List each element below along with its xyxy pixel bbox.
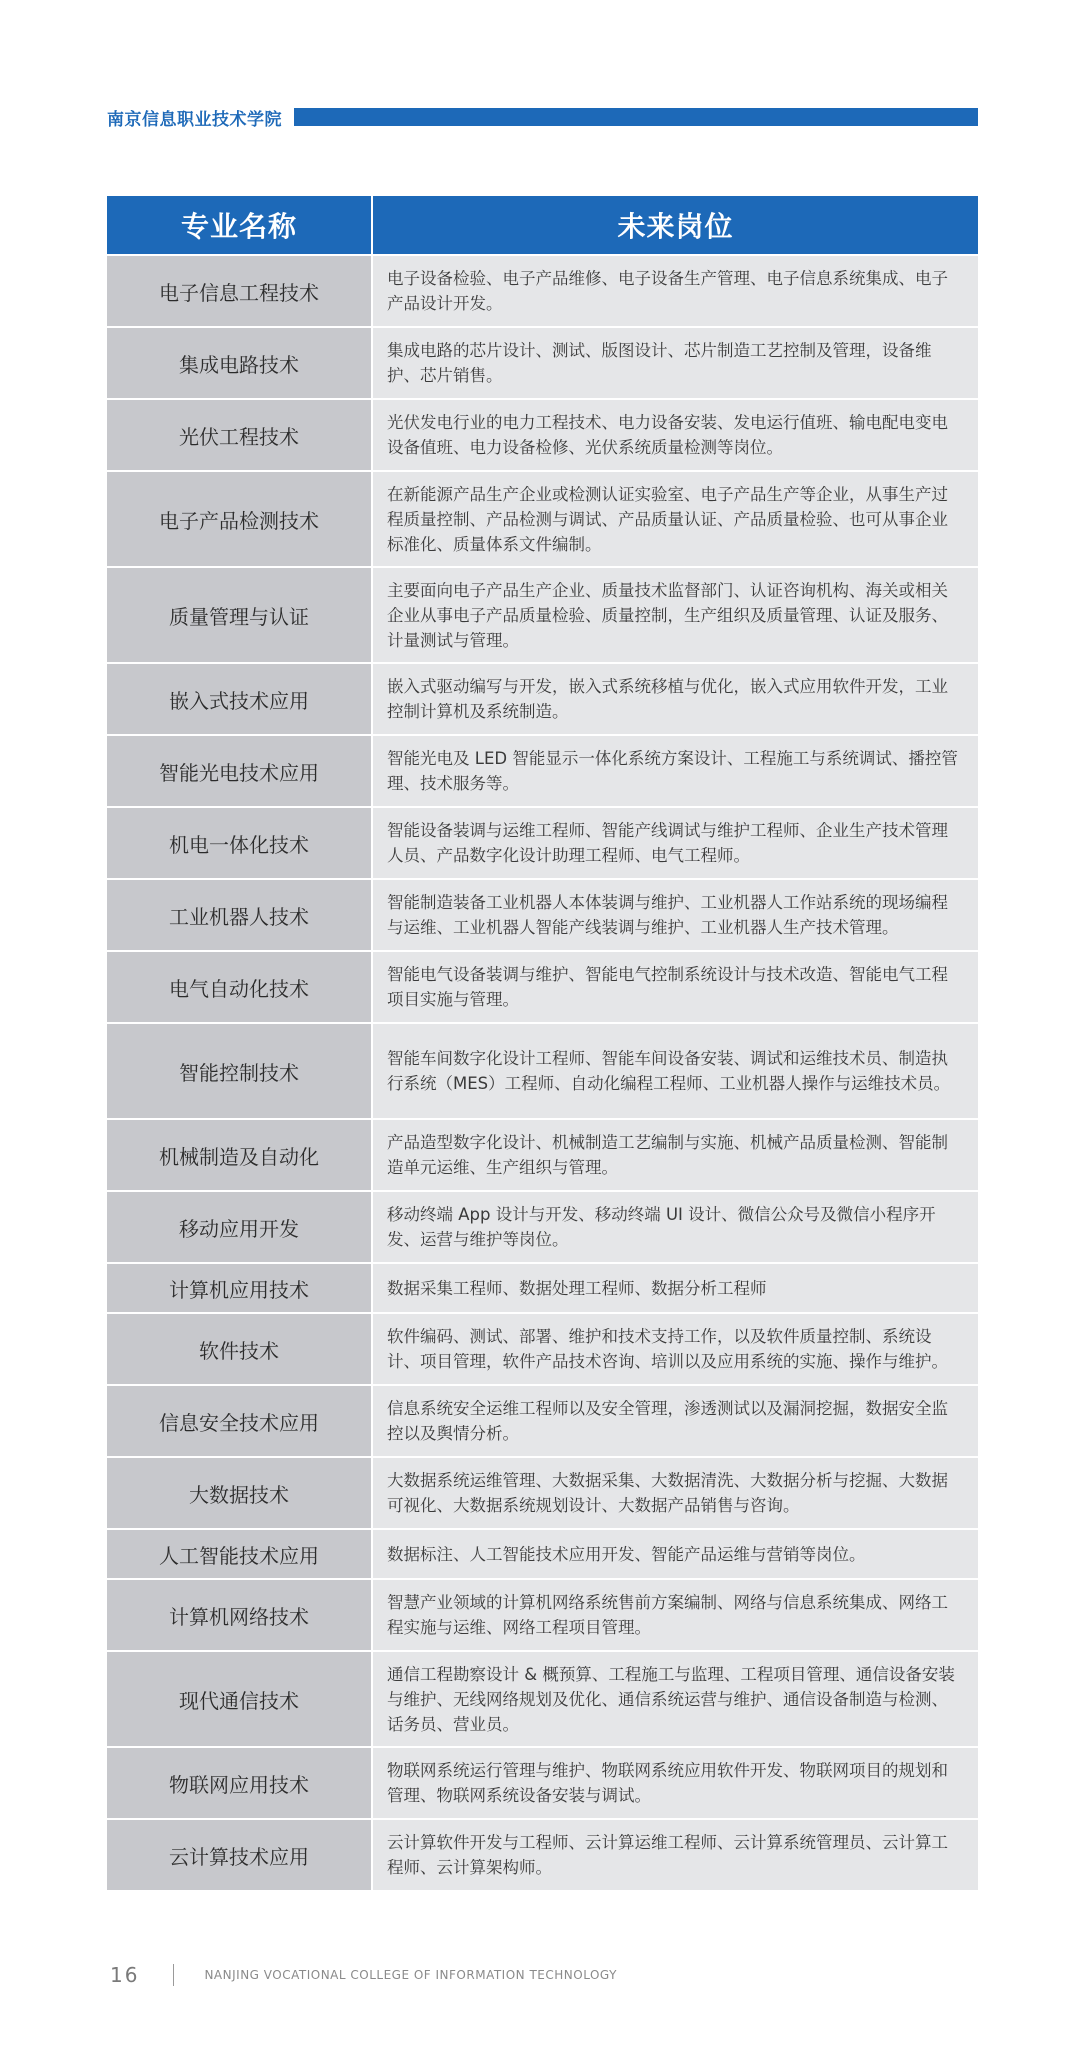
major-name-cell: 智能控制技术: [107, 1024, 373, 1118]
future-jobs-cell: 信息系统安全运维工程师以及安全管理，渗透测试以及漏洞挖掘，数据安全监控以及舆情分析。: [373, 1386, 978, 1456]
major-name-cell: 电子信息工程技术: [107, 256, 373, 326]
major-name-cell: 计算机网络技术: [107, 1580, 373, 1650]
future-jobs-cell: 集成电路的芯片设计、测试、版图设计、芯片制造工艺控制及管理，设备维护、芯片销售。: [373, 328, 978, 398]
major-name-cell: 质量管理与认证: [107, 568, 373, 662]
major-name-cell: 信息安全技术应用: [107, 1386, 373, 1456]
major-name-cell: 云计算技术应用: [107, 1820, 373, 1890]
future-jobs-cell: 物联网系统运行管理与维护、物联网系统应用软件开发、物联网项目的规划和管理、物联网系统设备安装与调试。: [373, 1748, 978, 1818]
future-jobs-cell: 数据采集工程师、数据处理工程师、数据分析工程师: [373, 1264, 978, 1312]
major-name-cell: 工业机器人技术: [107, 880, 373, 950]
column-header-future-jobs: 未来岗位: [373, 196, 978, 254]
major-name-cell: 智能光电技术应用: [107, 736, 373, 806]
future-jobs-cell: 光伏发电行业的电力工程技术、电力设备安装、发电运行值班、输电配电变电设备值班、电力设备检修、光伏系统质量检测等岗位。: [373, 400, 978, 470]
major-name-cell: 软件技术: [107, 1314, 373, 1384]
major-name-cell: 集成电路技术: [107, 328, 373, 398]
future-jobs-cell: 智慧产业领域的计算机网络系统售前方案编制、网络与信息系统集成、网络工程实施与运维、网络工程项目管理。: [373, 1580, 978, 1650]
header-accent-bar: [294, 108, 978, 126]
major-name-cell: 人工智能技术应用: [107, 1530, 373, 1578]
future-jobs-cell: 智能电气设备装调与维护、智能电气控制系统设计与技术改造、智能电气工程项目实施与管理。: [373, 952, 978, 1022]
major-name-cell: 电子产品检测技术: [107, 472, 373, 566]
future-jobs-cell: 嵌入式驱动编写与开发，嵌入式系统移植与优化，嵌入式应用软件开发，工业控制计算机及系统制造。: [373, 664, 978, 734]
page-footer: [110, 1960, 617, 1990]
future-jobs-cell: 软件编码、测试、部署、维护和技术支持工作，以及软件质量控制、系统设计、项目管理，软件产品技术咨询、培训以及应用系统的实施、操作与维护。: [373, 1314, 978, 1384]
major-name-cell: 机械制造及自动化: [107, 1120, 373, 1190]
major-name-cell: 现代通信技术: [107, 1652, 373, 1746]
future-jobs-cell: 主要面向电子产品生产企业、质量技术监督部门、认证咨询机构、海关或相关企业从事电子产品质量检验、质量控制，生产组织及质量管理、认证及服务、计量测试与管理。: [373, 568, 978, 662]
future-jobs-cell: 智能设备装调与运维工程师、智能产线调试与维护工程师、企业生产技术管理人员、产品数字化设计助理工程师、电气工程师。: [373, 808, 978, 878]
major-name-cell: 物联网应用技术: [107, 1748, 373, 1818]
future-jobs-cell: 智能制造装备工业机器人本体装调与维护、工业机器人工作站系统的现场编程与运维、工业机器人智能产线装调与维护、工业机器人生产技术管理。: [373, 880, 978, 950]
future-jobs-cell: 在新能源产品生产企业或检测认证实验室、电子产品生产等企业，从事生产过程质量控制、产品检测与调试、产品质量认证、产品质量检验、也可从事企业标准化、质量体系文件编制。: [373, 472, 978, 566]
future-jobs-cell: 移动终端 App 设计与开发、移动终端 UI 设计、微信公众号及微信小程序开发、运营与维护等岗位。: [373, 1192, 978, 1262]
future-jobs-cell: 智能车间数字化设计工程师、智能车间设备安装、调试和运维技术员、制造执行系统（MES）工程师、自动化编程工程师、工业机器人操作与运维技术员。: [373, 1024, 978, 1118]
page-number: 16: [110, 1963, 140, 1987]
future-jobs-cell: 数据标注、人工智能技术应用开发、智能产品运维与营销等岗位。: [373, 1530, 978, 1578]
future-jobs-cell: 产品造型数字化设计、机械制造工艺编制与实施、机械产品质量检测、智能制造单元运维、生产组织与管理。: [373, 1120, 978, 1190]
page-header: [107, 106, 978, 128]
major-name-cell: 电气自动化技术: [107, 952, 373, 1022]
major-name-cell: 大数据技术: [107, 1458, 373, 1528]
future-jobs-cell: 通信工程勘察设计 & 概预算、工程施工与监理、工程项目管理、通信设备安装与维护、无线网络规划及优化、通信系统运营与维护、通信设备制造与检测、话务员、营业员。: [373, 1652, 978, 1746]
future-jobs-cell: 云计算软件开发与工程师、云计算运维工程师、云计算系统管理员、云计算工程师、云计算架构师。: [373, 1820, 978, 1890]
majors-table: [107, 196, 978, 1890]
future-jobs-cell: 大数据系统运维管理、大数据采集、大数据清洗、大数据分析与挖掘、大数据可视化、大数据系统规划设计、大数据产品销售与咨询。: [373, 1458, 978, 1528]
major-name-cell: 计算机应用技术: [107, 1264, 373, 1312]
column-header-major: 专业名称: [107, 196, 373, 254]
footer-college-name: NANJING VOCATIONAL COLLEGE OF INFORMATION TECHNOLOGY: [204, 1968, 617, 1982]
major-name-cell: 光伏工程技术: [107, 400, 373, 470]
footer-divider: [173, 1964, 174, 1986]
major-name-cell: 嵌入式技术应用: [107, 664, 373, 734]
school-name: 南京信息职业技术学院: [107, 109, 282, 130]
future-jobs-cell: 智能光电及 LED 智能显示一体化系统方案设计、工程施工与系统调试、播控管理、技术服务等。: [373, 736, 978, 806]
major-name-cell: 移动应用开发: [107, 1192, 373, 1262]
future-jobs-cell: 电子设备检验、电子产品维修、电子设备生产管理、电子信息系统集成、电子产品设计开发。: [373, 256, 978, 326]
major-name-cell: 机电一体化技术: [107, 808, 373, 878]
